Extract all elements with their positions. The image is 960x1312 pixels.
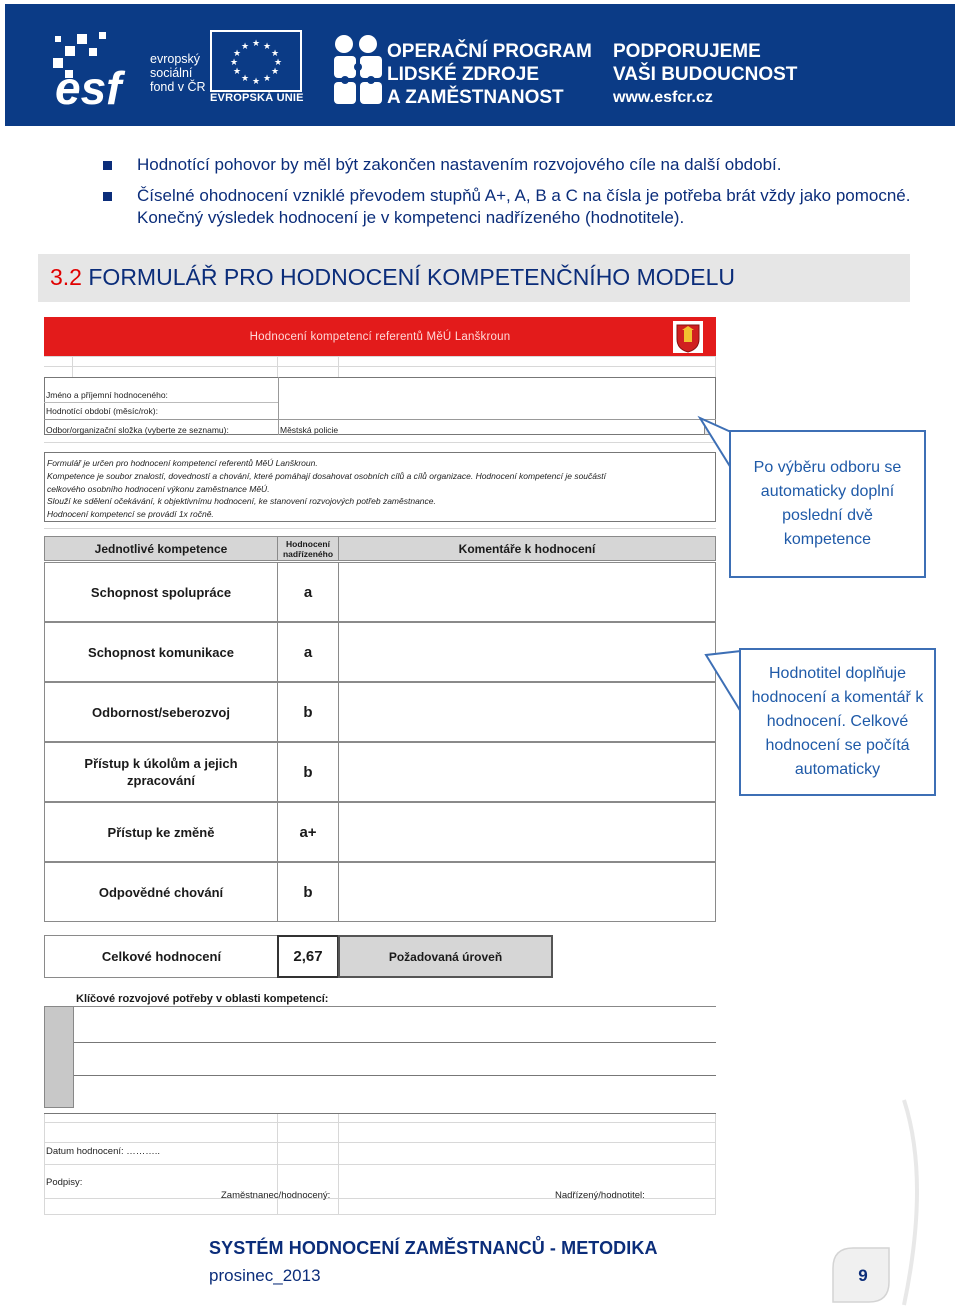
footer-date: prosinec_2013 [209,1266,321,1285]
svg-text:★: ★ [262,74,272,84]
competency-name: Schopnost komunikace [44,622,278,682]
competency-name: Odbornost/seberozvoj [44,682,278,742]
svg-text:★: ★ [270,49,280,59]
competency-name: Schopnost spolupráce [44,562,278,622]
svg-text:★: ★ [262,42,272,52]
slogan-line-1: PODPORUJEME [613,41,761,62]
eu-label: EVROPSKÁ UNIE [210,92,304,104]
program-line-2: LIDSKÉ ZDROJE [387,64,540,85]
rating-column-header: Hodnocení nadřízeného [277,536,339,561]
competency-name: Odpovědné chování [44,862,278,922]
svg-text:★: ★ [251,77,261,87]
callout-evaluator-fills: Hodnotitel doplňuje hodnocení a komentář k hodnocení. Celkové hodnocení se počítá automaticky [739,648,936,796]
competency-column-header: Jednotlivé kompetence [44,536,278,561]
competency-rating[interactable]: a [277,562,339,622]
description-line: celkového osobního hodnocení výkonu zaměstnance MěÚ. [47,484,270,494]
form-title: Hodnocení kompetencí referentů MěÚ Lanškroun [249,331,511,343]
svg-text:★: ★ [232,67,242,77]
name-label: Jméno a příjemní hodnoceného: [46,390,168,400]
competency-rating[interactable]: a [277,622,339,682]
svg-text:esf: esf [55,62,122,106]
competency-rating[interactable]: b [277,742,339,802]
development-needs-label: Klíčové rozvojové potřeby v oblasti kompetencí: [76,993,329,1005]
description-line: Formulář je určen pro hodnocení kompetencí referentů MěÚ Lanškroun. [47,458,318,468]
svg-text:★: ★ [232,49,242,59]
section-number: 3.2 [50,264,82,290]
manager-signature-label: Nadřízený/hodnotitel: [555,1190,645,1201]
total-value: 2,67 [277,935,339,978]
evaluation-date-label: Datum hodnocení: ……….. [46,1146,161,1157]
page-number: 9 [858,1266,868,1285]
competency-name: Přístup k úkolům a jejich zpracování [44,742,278,802]
bullet-text: Hodnotící pohovor by měl být zakončen nastavením rozvojového cíle na další období. [137,155,782,174]
esf-line-2: sociální [150,66,193,80]
esf-line-3: fond v ČR [150,80,206,94]
signatures-label: Podpisy: [46,1177,83,1188]
competency-rating[interactable]: b [277,682,339,742]
svg-text:★: ★ [240,42,250,52]
website-link[interactable]: www.esfcr.cz [613,89,713,106]
employee-signature-label: Zaměstnanec/hodnocený: [221,1190,331,1201]
period-label: Hodnotící období (měsíc/rok): [46,406,158,416]
svg-text:★: ★ [270,67,280,77]
svg-text:★: ★ [229,58,239,68]
svg-text:★: ★ [240,74,250,84]
department-select[interactable]: Městská policie [280,425,339,435]
competency-rating[interactable]: b [277,862,339,922]
svg-text:★: ★ [251,39,261,49]
slogan-line-2: VAŠI BUDOUCNOST [613,64,798,85]
footer-title: SYSTÉM HODNOCENÍ ZAMĚSTNANCŮ - METODIKA [209,1238,658,1258]
required-level-label: Požadovaná úroveň [338,935,553,978]
callout-department-autofill: Po výběru odboru se automaticky doplní poslední dvě kompetence [729,430,926,578]
section-title: FORMULÁŘ PRO HODNOCENÍ KOMPETENČNÍHO MODELU [88,264,735,290]
total-label: Celkové hodnocení [44,935,278,978]
department-label: Odbor/organizační složka (vyberte ze seznamu): [46,425,229,435]
esf-line-1: evropský [150,52,201,66]
description-line: Slouží ke sdělení očekávání, k objektivnímu hodnocení, ke stanovení rozvojových potřeb zaměstnance. [47,496,436,506]
description-line: Kompetence je soubor znalostí, dovedností a chování, které pomáhají dosahovat osobních cílů a cílů organizace. Hodnocení kompetencí je součástí [47,471,606,481]
bullet-text: Číselné ohodnocení vzniklé převodem stupňů A+, A, B a C na čísla je potřeba brát vždy jako pomocné. Konečný výsledek hodnocení je v kompetenci nadřízeného (hodnotitele). [137,186,911,227]
competency-rating[interactable]: a+ [277,802,339,862]
description-line: Hodnocení kompetencí se provádí 1x ročně. [47,509,214,519]
competency-name: Přístup ke změně [44,802,278,862]
comments-column-header: Komentáře k hodnocení [338,536,716,561]
program-line-1: OPERAČNÍ PROGRAM [387,41,592,62]
program-line-3: A ZAMĚSTNANOST [387,87,564,108]
svg-text:★: ★ [273,58,283,68]
